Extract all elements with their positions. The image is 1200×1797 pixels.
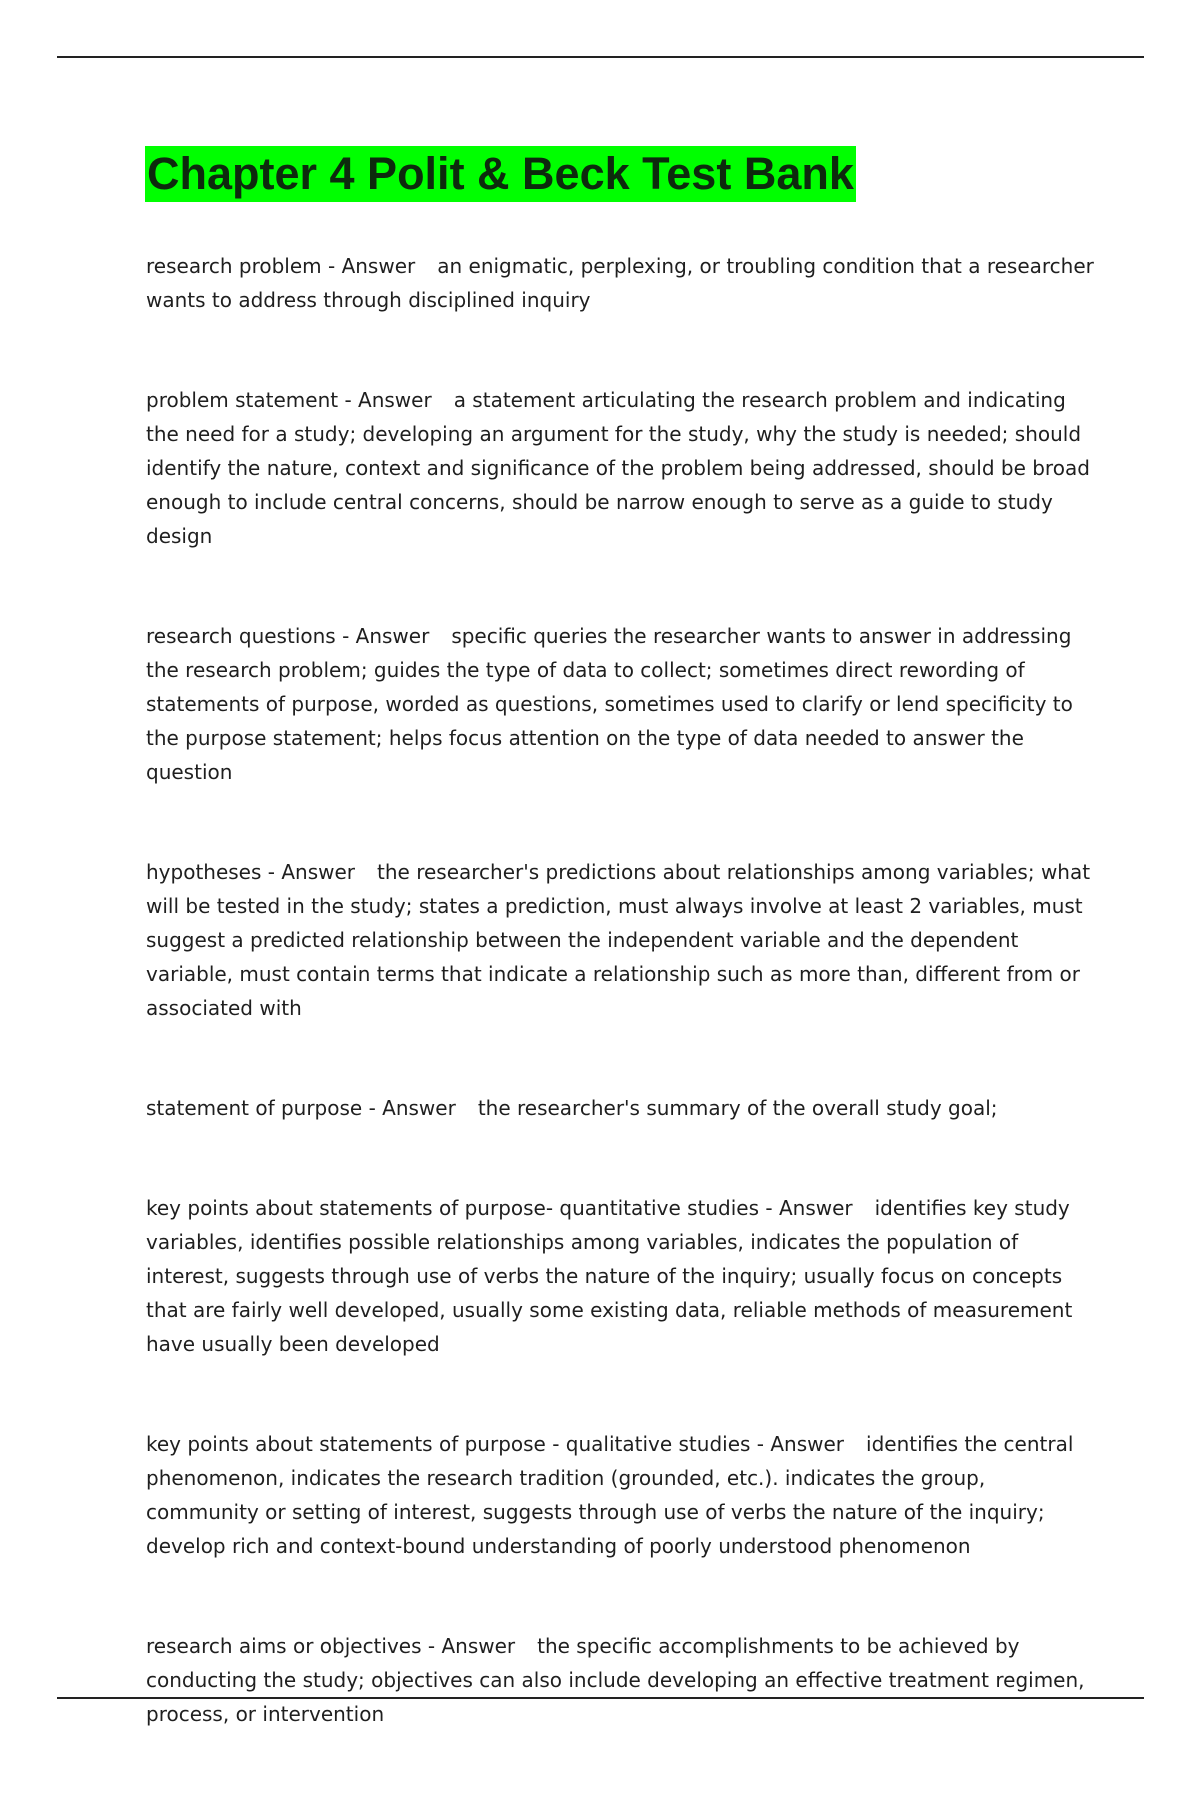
entry-term: key points about statements of purpose- quantitative studies bbox=[146, 1196, 760, 1220]
answer-label: - Answer bbox=[338, 388, 432, 412]
entry-answer: a statement articulating the research problem and indicating the need for a study; developing an argument for the study, why the study is needed; should identify the nature, context and significance of the problem being addressed, should be broad enough to include central concerns, should be narrow enough to serve as a guide to study design bbox=[146, 388, 1090, 548]
entry-term: research problem bbox=[146, 254, 322, 278]
entry bbox=[146, 1091, 1096, 1125]
entry bbox=[146, 1427, 1096, 1563]
entry-answer: identifies key study variables, identifies possible relationships among variables, indicates the population of interest, suggests through use of verbs the nature of the inquiry; usually focus on concepts that are fairly well developed, usually some existing data, reliable methods of measurement have usually been developed bbox=[146, 1196, 1073, 1356]
entry-answer: the researcher's summary of the overall study goal; bbox=[477, 1096, 998, 1120]
entry-term: research questions bbox=[146, 624, 336, 648]
entry-answer: specific queries the researcher wants to answer in addressing the research problem; guides the type of data to collect; sometimes direct rewording of statements of purpose, worded as questions, sometimes used to clarify or lend specificity to the purpose statement; helps focus attention on the type of data needed to answer the question bbox=[146, 624, 1073, 784]
entry-term: hypotheses bbox=[146, 860, 262, 884]
entry bbox=[146, 249, 1096, 317]
entry-answer: an enigmatic, perplexing, or troubling condition that a researcher wants to address through disciplined inquiry bbox=[146, 254, 1094, 312]
entry bbox=[146, 383, 1096, 553]
entry-answer: identifies the central phenomenon, indicates the research tradition (grounded, etc.). indicates the group, community or setting of interest, suggests through use of verbs the nature of the inquiry; develop rich and context-bound understanding of poorly understood phenomenon bbox=[146, 1432, 1074, 1558]
entry-term: problem statement bbox=[146, 388, 339, 412]
answer-label: - Answer bbox=[321, 254, 416, 278]
answer-label: - Answer bbox=[750, 1432, 845, 1456]
entry bbox=[146, 1191, 1096, 1361]
entry-term: research aims or objectives bbox=[146, 1634, 422, 1658]
page-title: Chapter 4 Polit & Beck Test Bank bbox=[145, 146, 856, 202]
footer-rule bbox=[57, 1697, 1144, 1699]
entry-answer: the specific accomplishments to be achieved by conducting the study; objectives can also include developing an effective treatment regimen, process, or intervention bbox=[146, 1634, 1085, 1726]
entry-list bbox=[146, 249, 1096, 1797]
entry-answer: the researcher's predictions about relationships among variables; what will be tested in the study; states a prediction, must always involve at least 2 variables, must suggest a predicted relationship between the independent variable and the dependent variable, must contain terms that indicate a relationship such as more than, different from or associated with bbox=[146, 860, 1091, 1020]
entry bbox=[146, 619, 1096, 789]
header-rule bbox=[57, 56, 1144, 58]
entry-term: statement of purpose bbox=[146, 1096, 363, 1120]
answer-label: - Answer bbox=[759, 1196, 853, 1220]
answer-label: - Answer bbox=[261, 860, 356, 884]
answer-label: - Answer bbox=[335, 624, 430, 648]
answer-label: - Answer bbox=[421, 1634, 516, 1658]
entry bbox=[146, 1629, 1096, 1731]
entry-term: key points about statements of purpose - qualitative studies bbox=[146, 1432, 751, 1456]
entry bbox=[146, 855, 1096, 1025]
answer-label: - Answer bbox=[362, 1096, 456, 1120]
